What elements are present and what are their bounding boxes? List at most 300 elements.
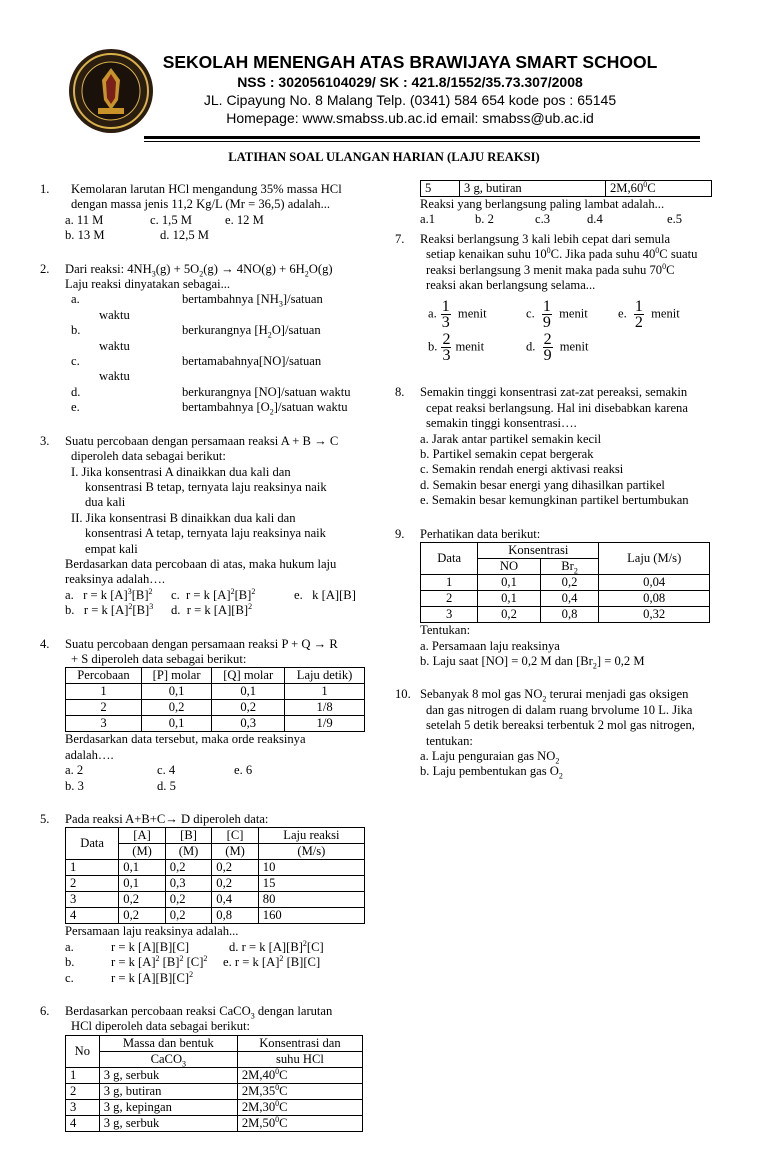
q4-option-c: c. 4 [157,763,176,778]
q2-option-main: bertambahnya [NH [182,292,279,307]
q2-option-text [182,400,348,415]
q2-option-main: berkurangnya [NO]/satuan waktu [182,384,351,399]
table-cell: 0,2 [165,892,212,908]
table-cell: 160 [258,908,364,924]
q6-header-massa1: Massa dan bentuk [99,1035,237,1051]
q7-option-c [526,299,618,330]
header-rule-thin [144,141,700,142]
question-6-continued [395,180,730,228]
q3-options-row1 [65,588,375,603]
table-cell: 0,1 [141,716,211,732]
q2-option-text [182,385,351,400]
q7-line4: reaksi akan berlangsung selama... [426,278,596,293]
q9-tentukan: Tentukan: [420,623,471,638]
q1-option-e: e. 12 M [225,212,264,227]
q3-i3: dua kali [85,495,126,510]
q7-option-c-den: 9 [542,314,551,332]
q6-row5-mass: 3 g, butiran [460,181,606,197]
q7-option-a-fraction [441,299,451,330]
table-row [66,860,365,876]
q10-part-a: a. Laju penguraian gas $NO_2$ [420,748,560,766]
q10-part-a-text: a. Laju penguraian gas NO [420,748,556,763]
q10-part-b: b. Laju pembentukan gas $O_2$ [420,764,563,781]
q5-option-d: d. r = k $[A][B]^2[C]$ [229,938,324,954]
q4-option-a: a. 2 [65,763,84,778]
q8-option-c: c. Semakin rendah energi aktivasi reaksi [420,462,624,477]
q5-options-row1 [65,940,375,955]
q10-line1: Sebanyak 8 mol gas $NO_2$ terurai menjadi gas oksigen [420,687,689,704]
q7-line3: reaksi berlangsung 3 menit maka pada suhu $70^0C$ [426,261,675,277]
table-cell: 0,1 [478,575,540,591]
q4-line2: + S diperoleh data sebagai berikut: [71,651,247,666]
table-cell: 0,2 [141,700,211,716]
q5-unit-laju: (M/s) [258,844,364,860]
q2-option-sub: 2 [267,330,272,340]
q6-option-a: a.1 [420,212,436,227]
q7-option-d-num: 2 [543,331,552,349]
q6-option-e: e.5 [667,212,683,227]
table-row [66,1067,363,1083]
q3-ii1: II. Jika konsentrasi B dinaikkan dua kali dan [71,510,296,525]
table-cell: 0,4 [212,892,259,908]
table-cell: 3 g, butiran [99,1083,237,1099]
q2-stem-prefix: Dari reaksi: [65,261,128,276]
table-cell: 3 [421,607,478,623]
q2-option-main: berkurangnya [H [182,323,268,338]
q7-options-row2 [420,332,730,363]
table-cell: 4 [66,908,119,924]
table-cell: 1 [285,684,365,700]
q8-option-e: e. Semakin besar kemungkinan partikel bertumbukan [420,493,689,508]
q4-header-q: [Q] molar [212,668,285,684]
q6-conc: 2M,30 [241,1099,276,1114]
q5-header-b: [B] [165,828,212,844]
header-rule-thick [144,136,700,139]
q5-unit-c: (M) [212,844,259,860]
table-cell: 2 [66,700,142,716]
q6-row5-cond: $2M,60^0C$ [606,181,712,197]
q2-line2: Laju reaksi dinyatakan sebagai... [65,277,231,292]
q9-part-a: a. Persamaan laju reaksinya [420,638,560,653]
question-2 [40,262,375,416]
q7-option-a-num: 1 [441,298,450,316]
table-cell: 4 [66,1115,100,1131]
q5-unit-b: (M) [165,844,212,860]
table-cell: 0,3 [165,876,212,892]
q3-line1: Suatu percobaan dengan persamaan reaksi A + B → C [65,433,339,448]
q5-option-a-label: a. [65,939,74,954]
q7-option-b [428,332,526,363]
q4-options-row2 [65,779,375,794]
school-name: SEKOLAH MENENGAH ATAS BRAWIJAYA SMART SCHOOL [162,52,658,72]
q4-header-laju: Laju detik) [285,668,365,684]
q6-stem-sub: 3 [250,1011,255,1021]
q7-option-e-label: e. [618,306,627,321]
school-nss: NSS : 302056104029/ SK : 421.8/1552/35.73.307/2008 [237,74,583,90]
question-number: 4. [40,636,50,651]
table-cell: 1/9 [285,716,365,732]
table-row [66,1083,363,1099]
q7-line3b: C [666,262,675,277]
q2-option [65,323,375,338]
q9-header-laju: Laju (M/s) [599,543,710,575]
q9-header-no: NO [478,559,540,575]
table-cell: 10 [258,860,364,876]
table-cell: 0,2 [119,908,166,924]
q6-header-kons2: suhu HCl [237,1051,362,1067]
question-10 [395,687,730,779]
q9-part-b-post: ] = 0,2 M [596,653,645,668]
question-number: 2. [40,261,50,276]
q6-unit: C [279,1099,288,1114]
q7-option-c-fraction [542,299,552,330]
q2-stem [65,262,375,277]
q2-option-wrap: waktu [99,307,130,322]
q7-unit: menit [455,339,485,354]
doc-title: LATIHAN SOAL ULANGAN HARIAN (LAJU REAKSI) [228,150,540,164]
table-cell: 2 [66,876,119,892]
table-cell: 0,2 [212,876,259,892]
table-cell: 1 [66,860,119,876]
table-row [421,575,710,591]
table-row [421,181,712,197]
q2-option-label: c. [71,354,80,369]
q7-option-a-den: 3 [441,314,450,332]
q10-line2: dan gas nitrogen di dalam ruang brvolume 10 L. Jika [426,702,693,717]
table-row [66,700,365,716]
q2-option [65,354,375,369]
q5-header-c: [C] [212,828,259,844]
q6-header-kons1: Konsentrasi dan [237,1035,362,1051]
q5-line1: Pada reaksi A+B+C→ D diperoleh data: [65,812,269,826]
q8-option-b: b. Partikel semakin cepat bergerak [420,447,594,462]
q6-row5-no: 5 [421,181,460,197]
q7-option-e-den: 2 [634,314,643,332]
q6-row5-unit: C [647,181,656,195]
question-3 [40,434,375,619]
q6-table-continued [420,180,712,197]
q7-line2: setiap kenaikan suhu $10^0C$. Jika pada suhu $40^0C$ suatu [426,246,698,262]
q8-line1: Semakin tinggi konsentrasi zat-zat pereaksi, semakin [420,385,688,400]
q2-option-text [182,354,321,369]
table-row [66,908,365,924]
q7-option-d-den: 9 [543,347,552,365]
table-cell: 0,2 [212,860,259,876]
q7-unit: menit [457,306,487,321]
table-cell [237,1115,362,1131]
table-cell: 0,2 [540,575,599,591]
table-row [66,1115,363,1131]
q6-stem-rest: dengan larutan [254,1004,333,1019]
q6-unit: C [279,1083,288,1098]
q7-option-d-fraction [543,332,553,363]
q2-option-label: d. [71,384,81,399]
letterhead [150,51,670,127]
question-4 [40,637,375,794]
q3-option-c: c. r = k $[A]^2[B]^2$ [171,586,256,602]
left-column [40,182,375,1132]
q7-option-e-fraction [634,299,644,330]
q10-line1b: terurai menjadi gas oksigen [546,687,689,702]
q3-option-b: b. r = k $[A]^2[B]^3$ [65,601,154,618]
q9-header-kons: Konsentrasi [478,543,599,559]
question-1 [40,182,375,244]
q7-unit: menit [559,306,588,321]
table-cell: 80 [258,892,364,908]
table-cell: 0,2 [478,607,540,623]
q7-line2c: C suatu [659,247,698,262]
q4-line1: Suatu percobaan dengan persamaan reaksi P + Q → R [65,636,338,651]
table-cell: 0,32 [599,607,710,623]
q9-header-data: Data [421,543,478,575]
q9-part-b-pre: b. Laju saat [NO] = 0,2 M dan [Br [420,653,593,668]
q5-option-a: r = k [A][B][C] [111,939,190,954]
q2-option-text [182,323,321,338]
table-cell: 3 [66,892,119,908]
degree-mark: 0 [275,1066,280,1076]
q6-header-massa2 [99,1051,237,1067]
q7-option-e [618,299,680,330]
q2-option-main: bertamabahnya[NO]/satuan [182,354,322,369]
table-cell: 3 g, serbuk [99,1115,237,1131]
table-cell: 0,2 [165,860,212,876]
q7-unit: menit [651,306,680,321]
table-cell: 1 [66,684,142,700]
table-cell: 3 g, serbuk [99,1067,237,1083]
q5-options-row2 [65,955,375,970]
table-row [66,716,365,732]
q3-ii2: konsentrasi A tetap, ternyata laju reaksinya naik [85,526,326,541]
table-row [421,591,710,607]
q3-option-d: d. r = k $[A][B]^2$ [171,601,253,618]
q2-option-sub: 3 [278,299,283,309]
table-cell: 0,1 [212,684,285,700]
question-number: 10. [395,687,411,702]
q6-header-massa2-text: CaCO [150,1051,183,1066]
question-number: 9. [395,526,405,541]
table-row [66,876,365,892]
question-number: 6. [40,1004,50,1019]
q8-option-d: d. Semakin besar energi yang dihasilkan partikel [420,477,665,492]
q9-header-br-text: Br [561,559,574,574]
q4-c2: adalah…. [65,747,114,762]
q3-option-e: e. k [A][B] [294,587,356,602]
table-cell: 0,1 [119,876,166,892]
table-cell: 0,8 [212,908,259,924]
table-cell: 0,04 [599,575,710,591]
q7-option-a [428,299,526,330]
q5-option-b-label: b. [65,955,75,970]
q2-option [65,400,375,415]
q2-option-sub: 2 [269,407,274,417]
table-row [66,892,365,908]
q8-option-a: a. Jarak antar partikel semakin kecil [420,431,602,446]
q9-table [420,542,710,623]
q2-option-label: b. [71,323,81,338]
q5-header-laju: Laju reaksi [258,828,364,844]
q6-option-d: d.4 [587,212,603,227]
q6-table [65,1035,363,1132]
table-cell [237,1067,362,1083]
q6-conc: 2M,50 [241,1115,276,1130]
q5-unit-a: (M) [119,844,166,860]
q7-unit: menit [559,339,589,354]
q3-line2: diperoleh data sebagai berikut: [71,449,226,464]
q7-option-a-label: a. [428,306,437,321]
q1-option-c: c. 1,5 M [150,212,192,227]
q4-table [65,667,365,732]
q5-option-d-label: d. [229,939,239,954]
table-cell: 1 [66,1067,100,1083]
table-cell: 0,2 [212,700,285,716]
q7-option-d-label: d. [526,339,536,354]
q6-ask: Reaksi yang berlangsung paling lambat adalah... [420,197,665,211]
q1-option-d: d. 12,5 M [160,228,209,243]
q9-header-br: $Br_2$ [540,559,599,575]
question-8 [395,385,730,508]
q2-option-rest: O]/satuan [271,323,321,338]
table-cell: 0,2 [119,892,166,908]
q4-option-d: d. 5 [157,778,176,793]
q5-option-b: r = k $[A]^2$ $[B]^2$ $[C]^2$ [111,954,208,970]
q8-line3: semakin tinggi konsentrasi…. [426,416,577,431]
table-cell: 2 [66,1083,100,1099]
q2-option-rest: ]/satuan waktu [273,400,348,415]
q6-header-massa2-sub: 3 [182,1059,187,1069]
question-7 [395,232,730,364]
table-cell: 0,4 [540,591,599,607]
table-cell [237,1099,362,1115]
q6-row5-conc: 2M,60 [610,181,644,195]
q7-option-b-den: 3 [442,347,451,365]
q7-option-b-num: 2 [442,331,451,349]
q2-option-wrap: waktu [99,369,130,384]
q1-line1: Kemolaran larutan HCl mengandung 35% massa HCl [71,182,342,196]
question-9 [395,527,730,670]
table-cell: 15 [258,876,364,892]
q6-unit: C [279,1067,288,1082]
q2-option [65,385,375,400]
q5-option-e: e. r = k $[A]^2$ [B][C] [223,954,321,970]
question-number: 1. [40,182,50,196]
q6-conc: 2M,35 [241,1083,276,1098]
table-row [421,607,710,623]
q5-option-e-label: e. [223,955,232,970]
q3-i1: I. Jika konsentrasi A dinaikkan dua kali dan [71,464,291,479]
q8-line2: cepat reaksi berlangsung. Hal ini disebabkan karena [426,400,688,415]
q7-options-row1 [420,299,730,330]
school-address: JL. Cipayung No. 8 Malang Telp. (0341) 584 654 kode pos : 65145 [203,92,617,108]
q2-option-text [182,292,323,307]
table-cell: 0,1 [478,591,540,607]
table-cell: 3 [66,1099,100,1115]
q1-option-a: a. 11 M [65,212,104,227]
table-cell: 0,8 [540,607,599,623]
q3-c1: Berdasarkan data percobaan di atas, maka hukum laju [65,556,337,571]
q4-header-percobaan: Percobaan [66,668,142,684]
q5-option-c-label: c. [65,970,74,985]
q6-option-b: b. 2 [475,212,494,227]
q3-i2: konsentrasi B tetap, ternyata laju reaksinya naik [85,479,327,494]
q5-header-data: Data [66,828,119,860]
q6-options [420,212,730,227]
degree-mark: 0 [275,1114,280,1124]
q7-line2a: setiap kenaikan suhu 10 [426,247,547,262]
school-homepage: Homepage: www.smabss.ub.ac.id email: smabss@ub.ac.id [226,110,594,126]
table-cell: 0,2 [165,908,212,924]
q4-header-p: [P] molar [141,668,211,684]
q3-ii3: empat kali [85,541,138,556]
table-cell: 2 [421,591,478,607]
right-column [395,179,730,798]
q10-line1a: Sebanyak 8 mol gas NO [420,687,543,702]
q7-option-c-label: c. [526,306,535,321]
q7-line1: Reaksi berlangsung 3 kali lebih cepat dari semula [420,231,671,246]
q7-option-e-num: 1 [634,298,643,316]
q2-option-main: bertambahnya [O [182,400,270,415]
q4-options-row1 [65,763,375,778]
q4-option-b: b. 3 [65,778,84,793]
q10-line4: tentukan: [426,733,473,748]
q6-conc: 2M,40 [241,1067,276,1082]
question-number: 7. [395,231,405,246]
table-cell: 1/8 [285,700,365,716]
q7-option-b-fraction [441,332,451,363]
q1-options-row1 [65,213,375,228]
q2-option-wrap: waktu [99,338,130,353]
q5-options-row3 [65,971,375,986]
degree-mark: 0 [275,1098,280,1108]
table-cell: 0,1 [141,684,211,700]
q5-option-c: r = k $[A][B][C]^2$ [111,969,194,985]
table-cell: 0,1 [119,860,166,876]
question-number: 5. [40,812,50,826]
q3-option-a: a. r = k $[A]^3[B]^2$ [65,586,153,602]
table-cell: 1 [421,575,478,591]
q9-part-b: b. Laju saat [NO] = 0,2 M dan $[Br_2] = 0,2$ M [420,653,645,671]
q3-c2: reaksinya adalah…. [65,572,166,587]
q1-line2: dengan massa jenis 11,2 Kg/L (Mr = 36,5) adalah... [71,197,331,212]
q7-line3a: reaksi berlangsung 3 menit maka pada suhu 70 [426,262,663,277]
q6-option-c: c.3 [535,212,551,227]
q4-option-e: e. 6 [234,763,253,778]
table-cell: 3 [66,716,142,732]
q5-header-a: [A] [119,828,166,844]
q6-stem [65,1004,375,1019]
q10-line3: setelah 5 detik bereaksi terbentuk 2 mol gas nitrogen, [426,718,695,733]
q2-options [65,292,375,415]
table-row [66,1099,363,1115]
q2-option-label: a. [71,292,80,307]
q1-options-row2 [65,228,375,243]
table-row [66,684,365,700]
q5-c1: Persamaan laju reaksinya adalah... [65,924,239,939]
question-5 [40,812,375,986]
q6-header-no: No [66,1035,100,1067]
question-number: 3. [40,433,50,448]
q4-c1: Berdasarkan data tersebut, maka orde reaksinya [65,732,306,747]
q7-option-d [526,332,588,363]
table-cell: 0,08 [599,591,710,607]
q7-option-c-num: 1 [542,298,551,316]
q6-stem-prefix: Berdasarkan percobaan reaksi CaCO [65,1004,251,1019]
q1-option-b: b. 13 M [65,228,105,243]
school-logo-icon [68,48,154,134]
table-cell: 3 g, kepingan [99,1099,237,1115]
degree-mark: 0 [275,1082,280,1092]
q9-line1: Perhatikan data berikut: [420,526,541,541]
question-number: 8. [395,385,405,400]
